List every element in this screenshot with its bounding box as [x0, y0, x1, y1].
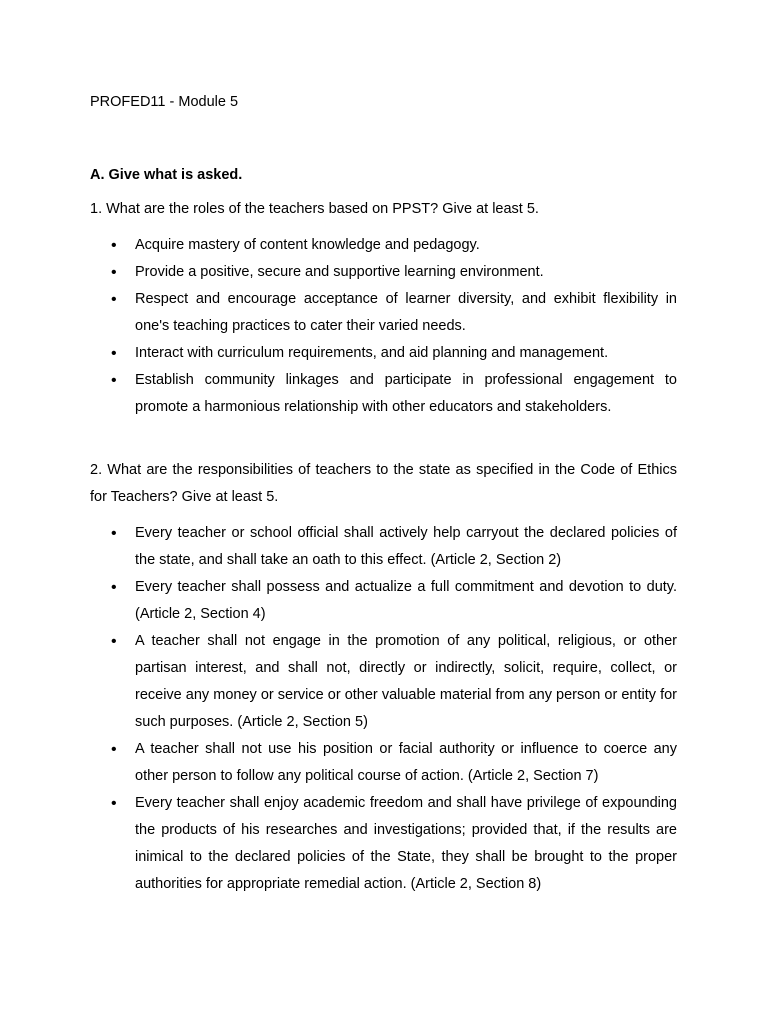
question-2: 2. What are the responsibilities of teachers to the state as specified in the Code of Ethics for Teachers? Give at least 5. [90, 462, 677, 505]
list-item: • Every teacher shall possess and actualize a full commitment and devotion to duty. (Article 2, Section 4) [135, 574, 677, 628]
list-item: • Respect and encourage acceptance of learner diversity, and exhibit flexibility in one's teaching practices to cater their varied needs. [135, 286, 677, 340]
list-item: • Every teacher shall enjoy academic freedom and shall have privilege of expounding the products of his researches and investigations; provided that, if the results are inimical to the declared policies of the State, they shall be brought to the proper authorities for appropriate remedial action. (Article 2, Section 8) [135, 790, 677, 898]
section-title: A. Give what is asked. [90, 167, 243, 183]
list-item: • Establish community linkages and participate in professional engagement to promote a harmonious relationship with other educators and stakeholders. [135, 367, 677, 421]
list-item: • Acquire mastery of content knowledge and pedagogy. [135, 232, 677, 259]
list-item: • A teacher shall not use his position or facial authority or influence to coerce any other person to follow any political course of action. (Article 2, Section 7) [135, 736, 677, 790]
list-item: • Every teacher or school official shall actively help carryout the declared policies of the state, and shall take an oath to this effect. (Article 2, Section 2) [135, 520, 677, 574]
answer-list-2 [90, 520, 677, 898]
list-item: • Provide a positive, secure and supportive learning environment. [135, 259, 677, 286]
document-header: PROFED11 - Module 5 [90, 94, 239, 110]
list-item: • A teacher shall not engage in the promotion of any political, religious, or other partisan interest, and shall not, directly or indirectly, solicit, require, collect, or receive any money or service or other valuable material from any person or entity for such purposes. (Article 2, Section 5) [135, 628, 677, 736]
list-item: • Interact with curriculum requirements, and aid planning and management. [135, 340, 677, 367]
question-1: 1. What are the roles of the teachers based on PPST? Give at least 5. [90, 201, 539, 217]
document-body [90, 92, 677, 898]
answer-list-1 [90, 232, 677, 421]
